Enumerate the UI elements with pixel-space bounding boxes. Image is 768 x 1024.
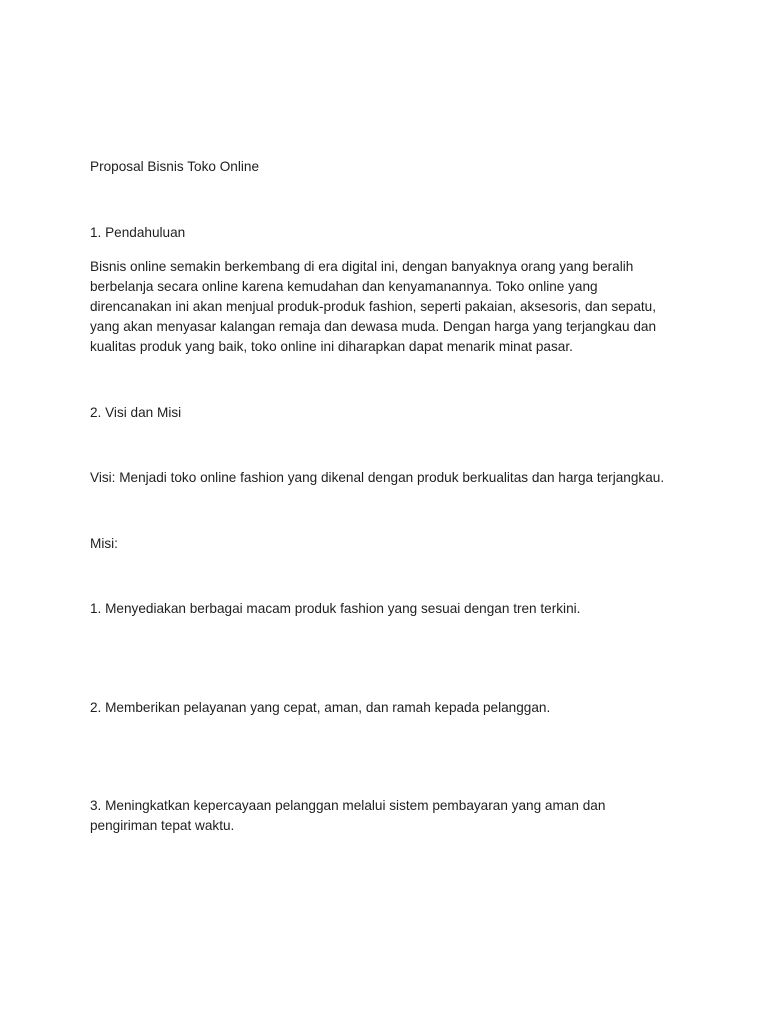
misi-line: pengiriman tepat waktu. bbox=[90, 818, 235, 833]
misi-item-3 bbox=[90, 796, 690, 836]
paragraph-line: direncanakan ini akan menjual produk-produk fashion, seperti pakaian, aksesoris, dan sepatu, bbox=[90, 299, 656, 314]
document-title: Proposal Bisnis Toko Online bbox=[90, 159, 260, 174]
misi-line: 3. Meningkatkan kepercayaan pelanggan melalui sistem pembayaran yang aman dan bbox=[90, 798, 606, 813]
paragraph-line: kualitas produk yang baik, toko online ini diharapkan dapat menarik minat pasar. bbox=[90, 339, 573, 354]
paragraph-line: yang akan menyasar kalangan remaja dan dewasa muda. Dengan harga yang terjangkau dan bbox=[90, 319, 657, 334]
misi-item-2 bbox=[90, 698, 690, 718]
paragraph-line: berbelanja secara online karena kemudahan dan kenyamanannya. Toko online yang bbox=[90, 279, 598, 294]
paragraph-line: Bisnis online semakin berkembang di era digital ini, dengan banyaknya orang yang beralih bbox=[90, 259, 634, 274]
pendahuluan-paragraph bbox=[90, 257, 690, 357]
section-heading-visi-misi: 2. Visi dan Misi bbox=[90, 405, 182, 420]
misi-line: 1. Menyediakan berbagai macam produk fashion yang sesuai dengan tren terkini. bbox=[90, 601, 581, 616]
misi-label: Misi: bbox=[90, 536, 118, 551]
section-heading-pendahuluan: 1. Pendahuluan bbox=[90, 225, 186, 240]
misi-item-1 bbox=[90, 599, 690, 619]
visi-statement: Visi: Menjadi toko online fashion yang dikenal dengan produk berkualitas dan harga terjangkau. bbox=[90, 470, 665, 485]
misi-line: 2. Memberikan pelayanan yang cepat, aman, dan ramah kepada pelanggan. bbox=[90, 700, 551, 715]
